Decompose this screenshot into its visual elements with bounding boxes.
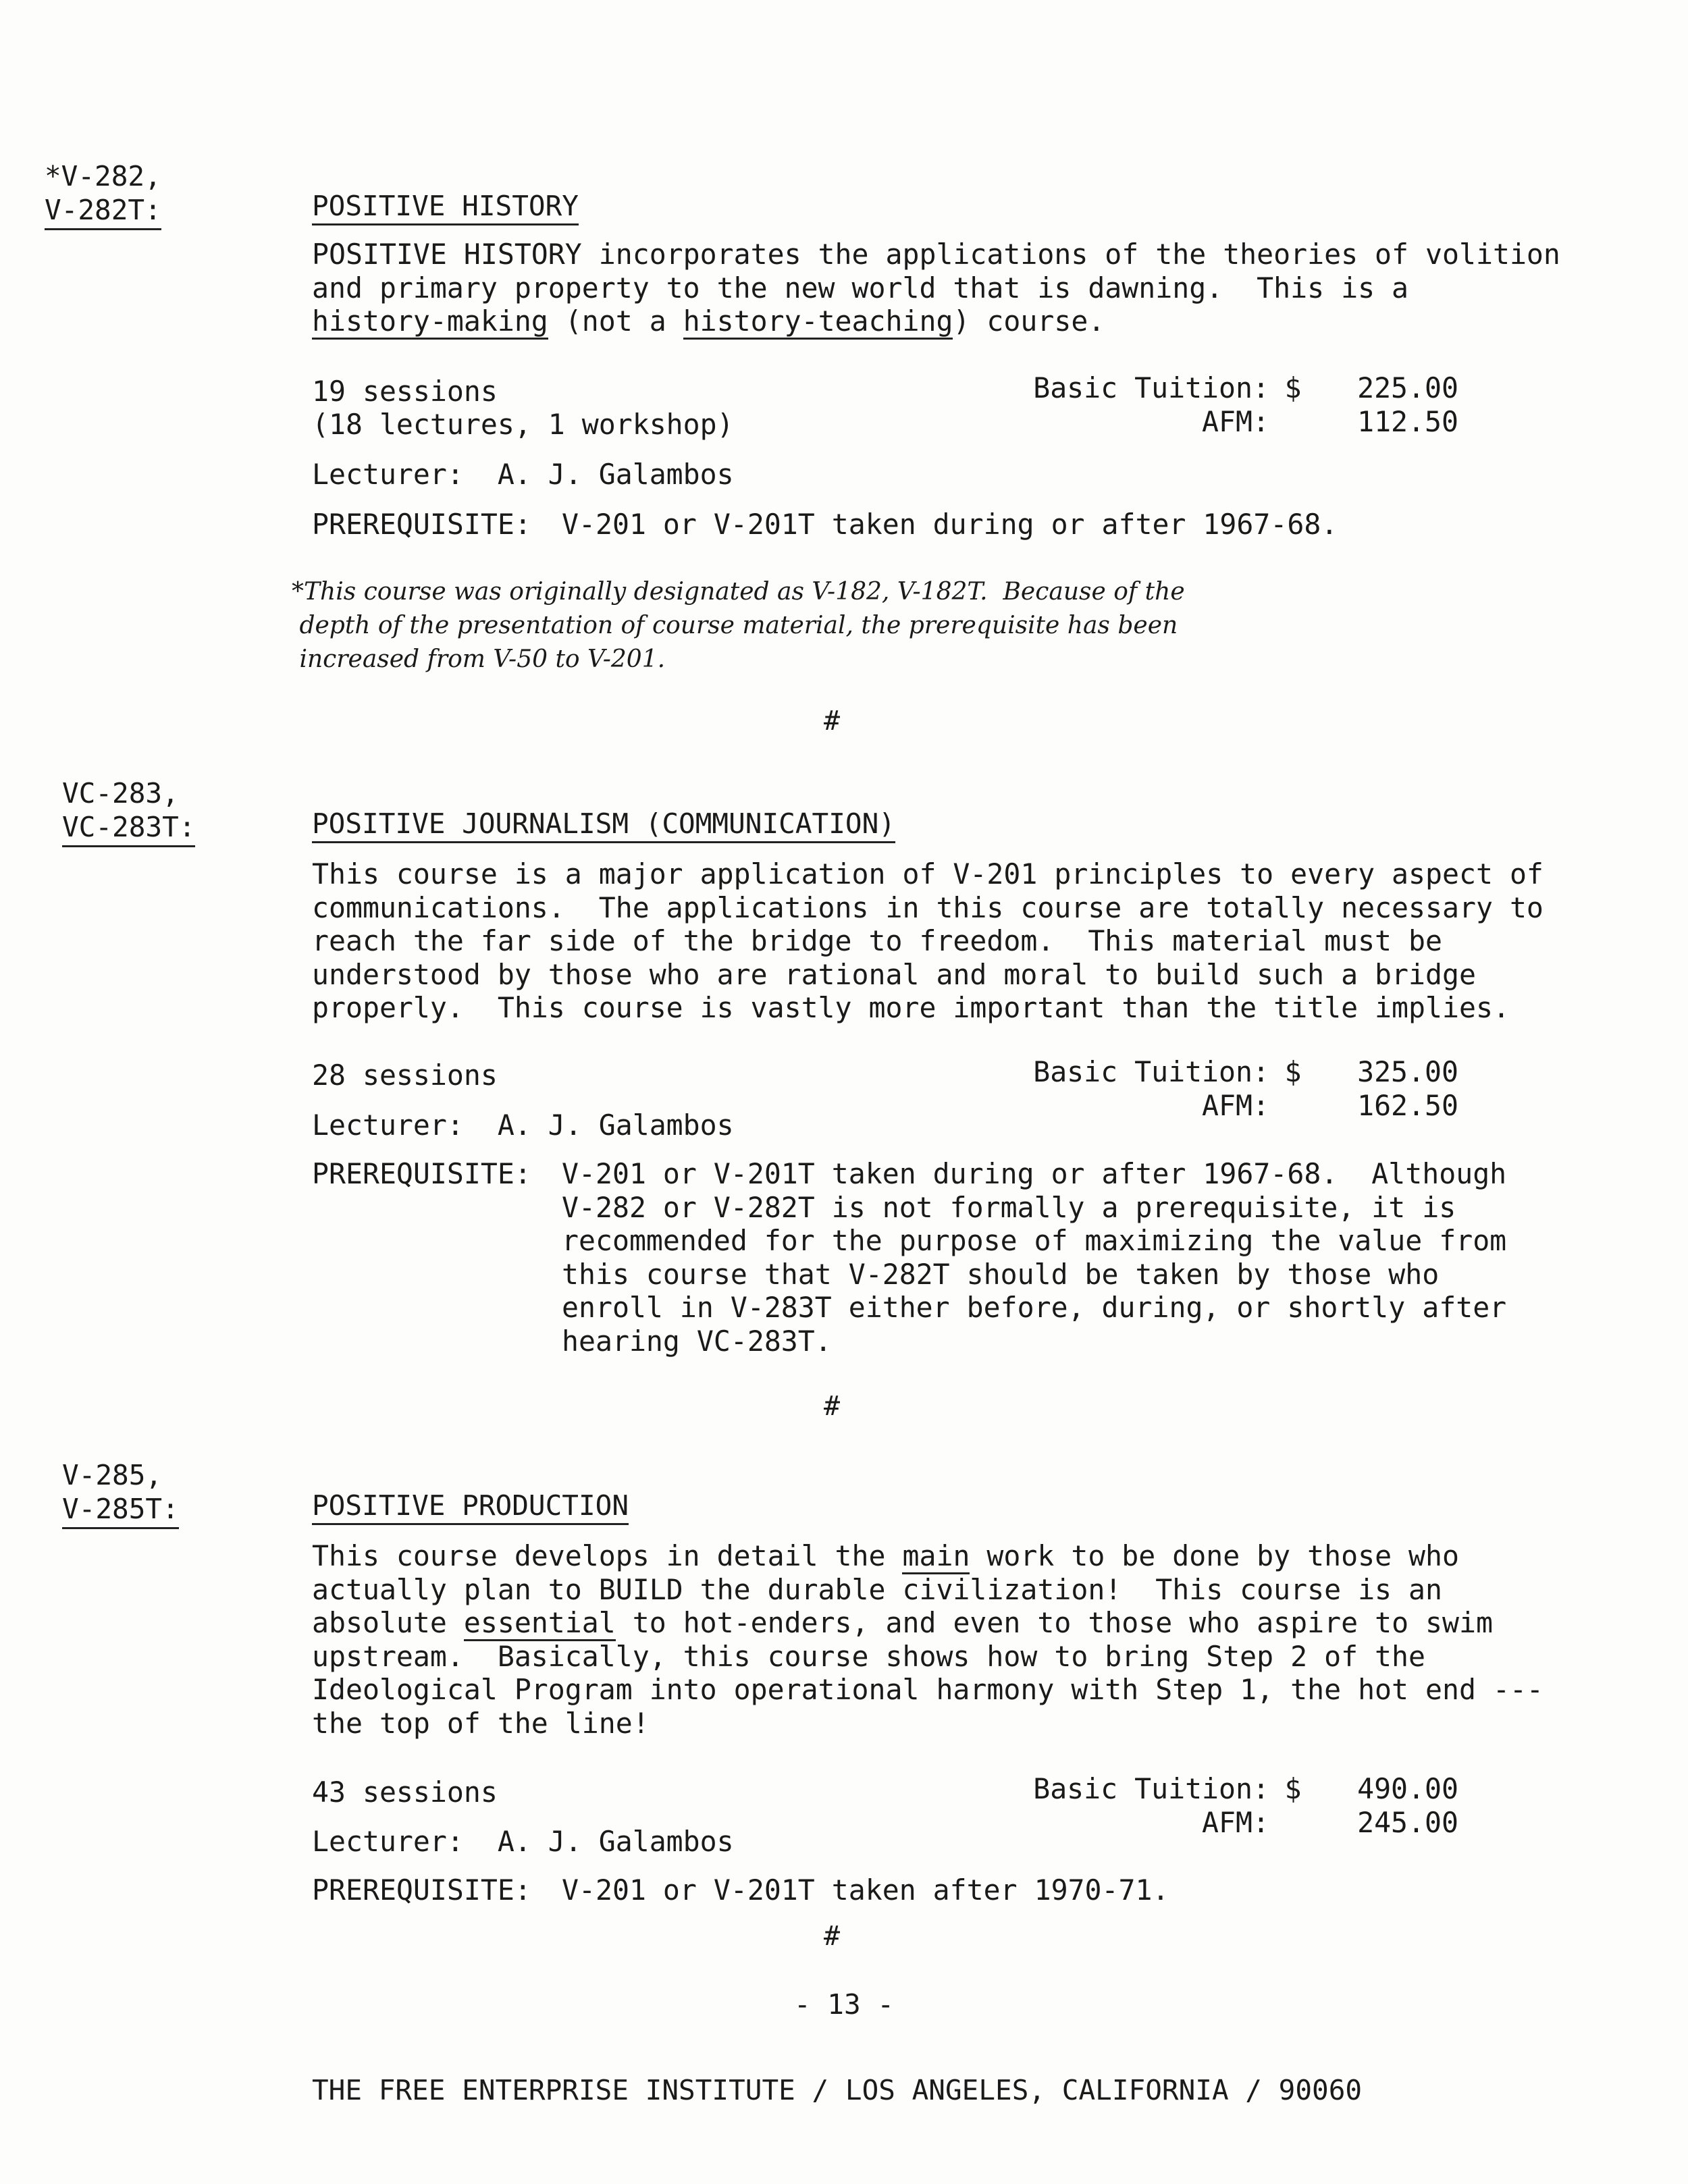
afm-label: AFM: bbox=[1202, 1088, 1269, 1122]
section-separator: # bbox=[824, 1921, 841, 1952]
course-code-line2: VC-283T: bbox=[62, 810, 195, 847]
fee-table bbox=[1033, 1055, 1465, 1122]
tuition-label: Basic Tuition: bbox=[1033, 1055, 1269, 1088]
prerequisite bbox=[312, 1157, 1595, 1358]
course-code-line1: V-285, bbox=[62, 1459, 163, 1491]
lecturer: Lecturer: A. J. Galambos bbox=[312, 458, 734, 491]
course-code bbox=[62, 776, 224, 847]
sessions-detail: (18 lectures, 1 workshop) bbox=[312, 408, 734, 441]
course-description: This course develops in detail the main work to be done by those who actually plan to BUILD the durable civilization! This course is an absolute essential to hot-enders, and even to those who aspire to swim upstream. Basically, this course shows how to bring Step 2 of the Ideological Program into operational harmony with Step 1, the hot end --- the top of the line! bbox=[312, 1539, 1544, 1740]
prerequisite-text: V-201 or V-201T taken during or after 1967-68. Although V-282 or V-282T is not formally a prerequisite, it is recommended for the purpose of maximizing the value from this course that V-282T should be taken by those who enroll in V-283T either before, during, or shortly after hearing VC-283T. bbox=[562, 1157, 1507, 1358]
fee-table bbox=[1033, 1772, 1465, 1839]
underlined-term: essential bbox=[464, 1606, 616, 1641]
lecturer: Lecturer: A. J. Galambos bbox=[312, 1825, 734, 1858]
tuition-amount: 225.00 bbox=[1357, 371, 1458, 404]
tuition-label: Basic Tuition: bbox=[1033, 371, 1269, 404]
course-code bbox=[62, 1458, 224, 1529]
afm-label: AFM: bbox=[1202, 1805, 1269, 1839]
institute-footer: THE FREE ENTERPRISE INSTITUTE / LOS ANGELES, CALIFORNIA / 90060 bbox=[312, 2074, 1363, 2106]
prerequisite-text: V-201 or V-201T taken during or after 1967-68. bbox=[562, 508, 1338, 541]
course-code-line2: V-282T: bbox=[45, 193, 161, 230]
course-title: POSITIVE HISTORY bbox=[312, 189, 579, 225]
afm-amount: 245.00 bbox=[1357, 1805, 1458, 1839]
course-footnote: *This course was originally designated as V-182, V-182T. Because of the depth of the presentation of course material, the prerequisite has been increased from V-50 to V-201. bbox=[292, 578, 1185, 673]
section-separator: # bbox=[824, 705, 841, 737]
underlined-term: history-teaching bbox=[683, 304, 953, 340]
course-title: POSITIVE PRODUCTION bbox=[312, 1489, 629, 1525]
currency-symbol: $ bbox=[1284, 371, 1302, 404]
course-code bbox=[45, 159, 207, 230]
course-title: POSITIVE JOURNALISM (COMMUNICATION) bbox=[312, 807, 895, 843]
currency-symbol: $ bbox=[1284, 1055, 1302, 1088]
underlined-term: history-making bbox=[312, 304, 548, 340]
sessions-count: 28 sessions bbox=[312, 1059, 498, 1092]
prerequisite-label: PREREQUISITE: bbox=[312, 1873, 531, 1907]
sessions-count: 19 sessions bbox=[312, 375, 498, 408]
course-code-line1: VC-283, bbox=[62, 777, 179, 809]
prerequisite-text: V-201 or V-201T taken after 1970-71. bbox=[562, 1873, 1169, 1907]
course-code-line2: V-285T: bbox=[62, 1492, 179, 1529]
afm-label: AFM: bbox=[1202, 404, 1269, 438]
sessions-count: 43 sessions bbox=[312, 1776, 498, 1809]
tuition-amount: 325.00 bbox=[1357, 1055, 1458, 1088]
underlined-term: main bbox=[902, 1539, 970, 1574]
lecturer: Lecturer: A. J. Galambos bbox=[312, 1109, 734, 1142]
course-description: This course is a major application of V-201 principles to every aspect of communications. The applications in this course are totally necessary to reach the far side of the bridge to freedom. This material must be understood by those who are rational and moral to build such a bridge properly. This course is vastly more important than the title implies. bbox=[312, 857, 1544, 1024]
course-code-line1: *V-282, bbox=[45, 160, 161, 192]
afm-amount: 112.50 bbox=[1357, 404, 1458, 438]
prerequisite bbox=[312, 1873, 1595, 1907]
section-separator: # bbox=[824, 1391, 841, 1422]
course-description: POSITIVE HISTORY incorporates the applications of the theories of volition and primary property to the new world that is dawning. This is a history-making (not a history-teaching) course. bbox=[312, 238, 1561, 338]
afm-amount: 162.50 bbox=[1357, 1088, 1458, 1122]
prerequisite-label: PREREQUISITE: bbox=[312, 508, 531, 541]
prerequisite bbox=[312, 508, 1595, 541]
currency-symbol: $ bbox=[1284, 1772, 1302, 1805]
tuition-label: Basic Tuition: bbox=[1033, 1772, 1269, 1805]
fee-table bbox=[1033, 371, 1465, 438]
prerequisite-label: PREREQUISITE: bbox=[312, 1157, 531, 1190]
page-number: - 13 - bbox=[793, 1988, 895, 2021]
tuition-amount: 490.00 bbox=[1357, 1772, 1458, 1805]
